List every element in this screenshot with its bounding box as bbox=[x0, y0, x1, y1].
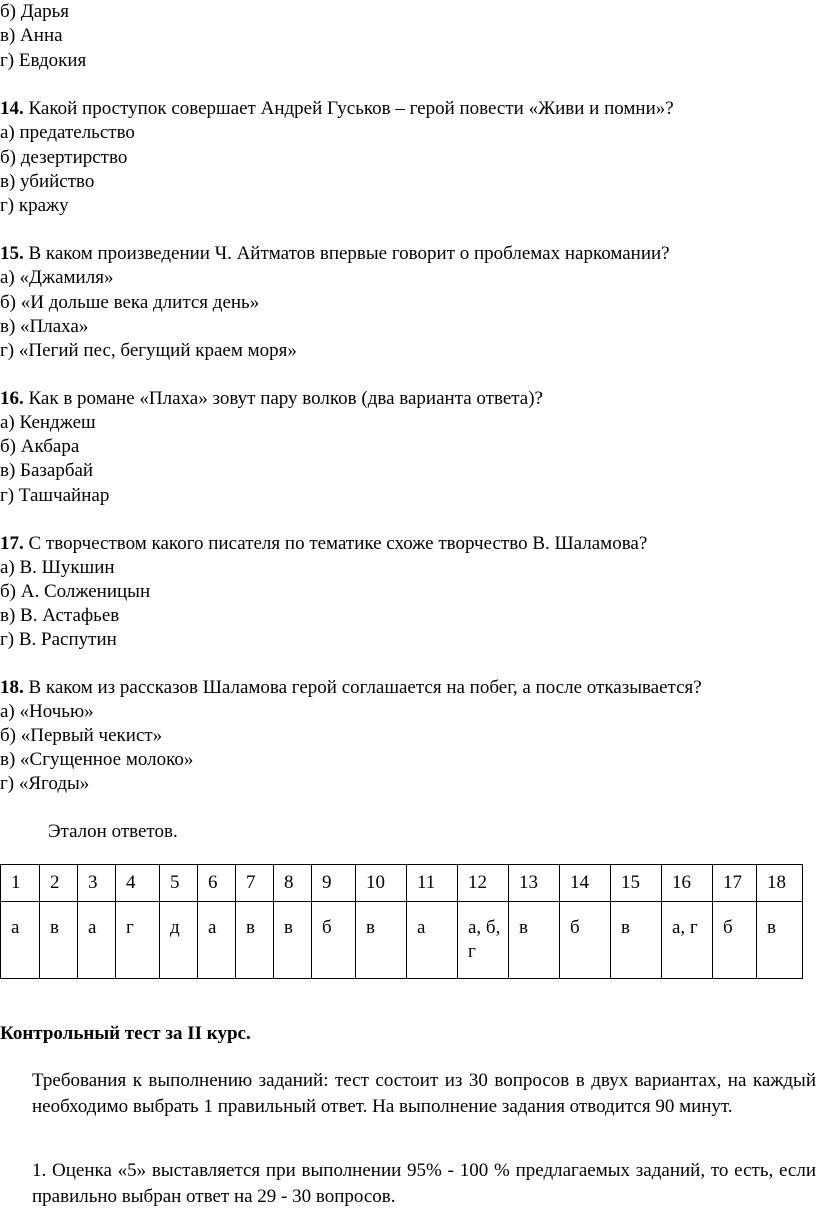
option: б) «И дольше века длится день» bbox=[0, 292, 260, 313]
answer-cell: а bbox=[1, 902, 40, 979]
option: б) А. Солженицын bbox=[0, 581, 151, 602]
question-16 bbox=[0, 387, 543, 411]
question-number-cell: 13 bbox=[509, 865, 560, 902]
answer-key-answers-row bbox=[1, 902, 803, 979]
answer-cell: в bbox=[236, 902, 274, 979]
question-number-cell: 15 bbox=[611, 865, 662, 902]
question-number: 18. bbox=[0, 677, 24, 698]
section-heading: Контрольный тест за II курс. bbox=[0, 1023, 251, 1044]
answer-cell: г bbox=[116, 902, 160, 979]
question-number-cell: 8 bbox=[274, 865, 312, 902]
question-number-cell: 9 bbox=[312, 865, 356, 902]
option: в) «Сгущенное молоко» bbox=[0, 749, 194, 770]
answer-cell: а, г bbox=[662, 902, 713, 979]
answer-cell: б bbox=[560, 902, 611, 979]
answer-cell: а bbox=[78, 902, 116, 979]
option: б) дезертирство bbox=[0, 147, 128, 168]
question-text: В каком из рассказов Шаламова герой соглашается на побег, а после отказывается? bbox=[23, 677, 702, 698]
option: а) «Джамиля» bbox=[0, 267, 114, 288]
question-number-cell: 17 bbox=[713, 865, 757, 902]
option: в) Базарбай bbox=[0, 460, 94, 481]
option: г) «Ягоды» bbox=[0, 773, 90, 794]
answer-cell: в bbox=[611, 902, 662, 979]
option: в) убийство bbox=[0, 171, 95, 192]
question-number: 15. bbox=[0, 243, 24, 264]
answer-cell: б bbox=[312, 902, 356, 979]
option: а) В. Шукшин bbox=[0, 557, 115, 578]
answer-cell: а bbox=[198, 902, 236, 979]
question-number-cell: 11 bbox=[407, 865, 458, 902]
question-text: Как в романе «Плаха» зовут пару волков (два варианта ответа)? bbox=[23, 388, 543, 409]
question-18 bbox=[0, 676, 702, 700]
answer-key-numbers-row bbox=[1, 865, 803, 902]
option: в) В. Астафьев bbox=[0, 605, 120, 626]
question-number: 16. bbox=[0, 388, 24, 409]
grading-paragraph: 1. Оценка «5» выставляется при выполнении 95% - 100 % предлагаемых заданий, то есть, если правильно выбран ответ на 29 - 30 вопросов. bbox=[32, 1160, 816, 1207]
option: г) кражу bbox=[0, 195, 69, 216]
question-14 bbox=[0, 97, 674, 121]
question-number-cell: 16 bbox=[662, 865, 713, 902]
answer-key-title: Эталон ответов. bbox=[48, 821, 178, 842]
requirements-paragraph: Требования к выполнению заданий: тест состоит из 30 вопросов в двух вариантах, на каждый необходимо выбрать 1 правильный ответ. На выполнение задания отводится 90 минут. bbox=[32, 1070, 816, 1117]
option: г) Евдокия bbox=[0, 50, 87, 71]
question-number-cell: 6 bbox=[198, 865, 236, 902]
question-15 bbox=[0, 242, 670, 266]
question-number-cell: 14 bbox=[560, 865, 611, 902]
option: г) Ташчайнар bbox=[0, 485, 110, 506]
answer-cell: а, б, г bbox=[458, 902, 509, 979]
option: а) предательство bbox=[0, 122, 135, 143]
option: г) В. Распутин bbox=[0, 629, 117, 650]
answer-cell: в bbox=[509, 902, 560, 979]
question-number-cell: 5 bbox=[160, 865, 198, 902]
question-text: С творчеством какого писателя по тематике схоже творчество В. Шаламова? bbox=[23, 533, 648, 554]
answer-cell: в bbox=[40, 902, 78, 979]
question-number-cell: 18 bbox=[757, 865, 803, 902]
option: б) «Первый чекист» bbox=[0, 725, 163, 746]
answer-cell: в bbox=[274, 902, 312, 979]
question-text: В каком произведении Ч. Айтматов впервые говорит о проблемах наркомании? bbox=[23, 243, 670, 264]
option: г) «Пегий пес, бегущий краем моря» bbox=[0, 340, 297, 361]
answer-cell: д bbox=[160, 902, 198, 979]
answer-cell: б bbox=[713, 902, 757, 979]
question-number-cell: 1 bbox=[1, 865, 40, 902]
question-number-cell: 2 bbox=[40, 865, 78, 902]
option: б) Акбара bbox=[0, 436, 80, 457]
question-number-cell: 4 bbox=[116, 865, 160, 902]
question-text: Какой проступок совершает Андрей Гуськов – герой повести «Живи и помни»? bbox=[23, 98, 674, 119]
question-number: 14. bbox=[0, 98, 24, 119]
question-number: 17. bbox=[0, 533, 24, 554]
question-number-cell: 12 bbox=[458, 865, 509, 902]
option: в) «Плаха» bbox=[0, 316, 89, 337]
answer-cell: в bbox=[757, 902, 803, 979]
question-number-cell: 3 bbox=[78, 865, 116, 902]
answer-cell: а bbox=[407, 902, 458, 979]
option: а) Кенджеш bbox=[0, 412, 96, 433]
option: а) «Ночью» bbox=[0, 701, 94, 722]
option: в) Анна bbox=[0, 25, 63, 46]
question-number-cell: 10 bbox=[356, 865, 407, 902]
answer-cell: в bbox=[356, 902, 407, 979]
option: б) Дарья bbox=[0, 1, 70, 22]
question-number-cell: 7 bbox=[236, 865, 274, 902]
answer-key-table bbox=[0, 864, 803, 979]
question-17 bbox=[0, 532, 647, 556]
